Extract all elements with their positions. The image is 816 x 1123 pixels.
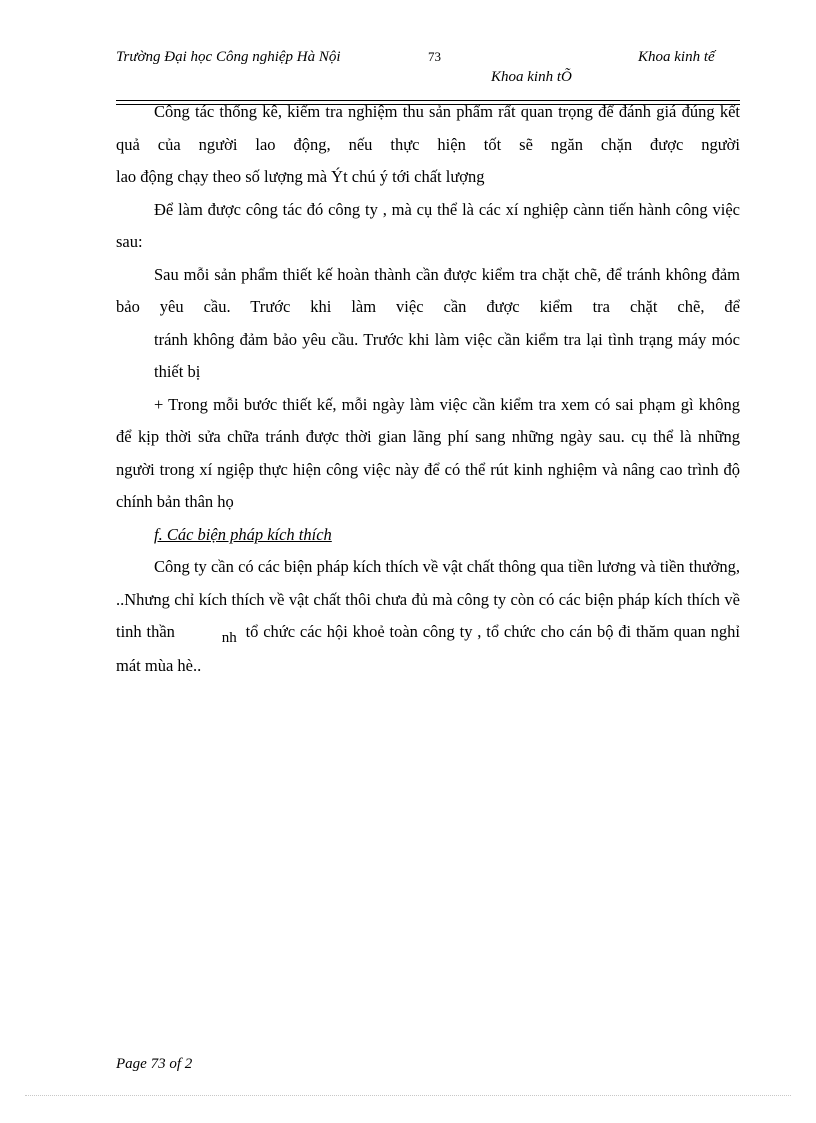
paragraph-1b: lao động chạy theo số lượng mà Ýt chú ý tới chất lượng <box>116 167 485 186</box>
page-bottom-border <box>25 1095 791 1096</box>
paragraph-1a: Công tác thống kê, kiểm tra nghiệm thu sản phẩm rất quan trọng để đánh giá đúng kết quả của người lao động, nếu thực hiện tốt sẽ ngăn chặn được người <box>116 102 740 154</box>
footer-page-label: Page 73 of 2 <box>116 1056 193 1072</box>
header-school: Trường Đại học Công nghiệp Hà Nội <box>116 49 341 65</box>
document-body <box>116 96 740 682</box>
header-faculty: Khoa kinh tế <box>638 49 715 65</box>
paragraph-5-subscript: nh <box>221 630 237 646</box>
paragraph-5-text-a: Công ty cần có các biện pháp kích thích về vật chất thông qua tiền lương và tiền thưởng, ..Nhưng chỉ kích thích về vật chất thôi chưa đủ mà công ty còn có các biện pháp kích thích về tinh thần <box>116 557 740 641</box>
paragraph-3b: tránh không đảm bảo yêu cầu. Trước khi làm việc cần kiểm tra lại tình trạng máy móc thiết bị <box>154 329 740 381</box>
paragraph-2: Để làm được công tác đó công ty , mà cụ thể là các xí nghiệp cànn tiến hành công việc sau: <box>116 199 740 251</box>
paragraph-4: + Trong mỗi bước thiết kế, mỗi ngày làm việc cần kiểm tra xem có sai phạm gì không để kịp thời sửa chữa tránh được thời gian lãng phí sang những ngày sau. cụ thể là những người trong xí ngiệp thực hiện công việc này để có thể rút kinh nghiệm và nâng cao trình độ chính bản thân họ <box>116 394 740 511</box>
header-page-number: 73 <box>428 49 441 64</box>
header-faculty-alt: Khoa kinh tÕ <box>491 69 572 85</box>
paragraph-5-text-b: tổ chức các hội khoẻ toàn công ty , tổ chức cho cán bộ đi thăm quan nghỉ mát mùa hè.. <box>116 622 740 675</box>
paragraph-3a: Sau mỗi sản phẩm thiết kế hoàn thành cần được kiểm tra chặt chẽ, để tránh không đảm bảo yêu cầu. Trước khi làm việc cần được kiểm tra chặt chẽ, để <box>116 264 740 316</box>
section-heading-f: f. Các biện pháp kích thích <box>154 524 332 544</box>
paragraph-5 <box>116 551 740 682</box>
